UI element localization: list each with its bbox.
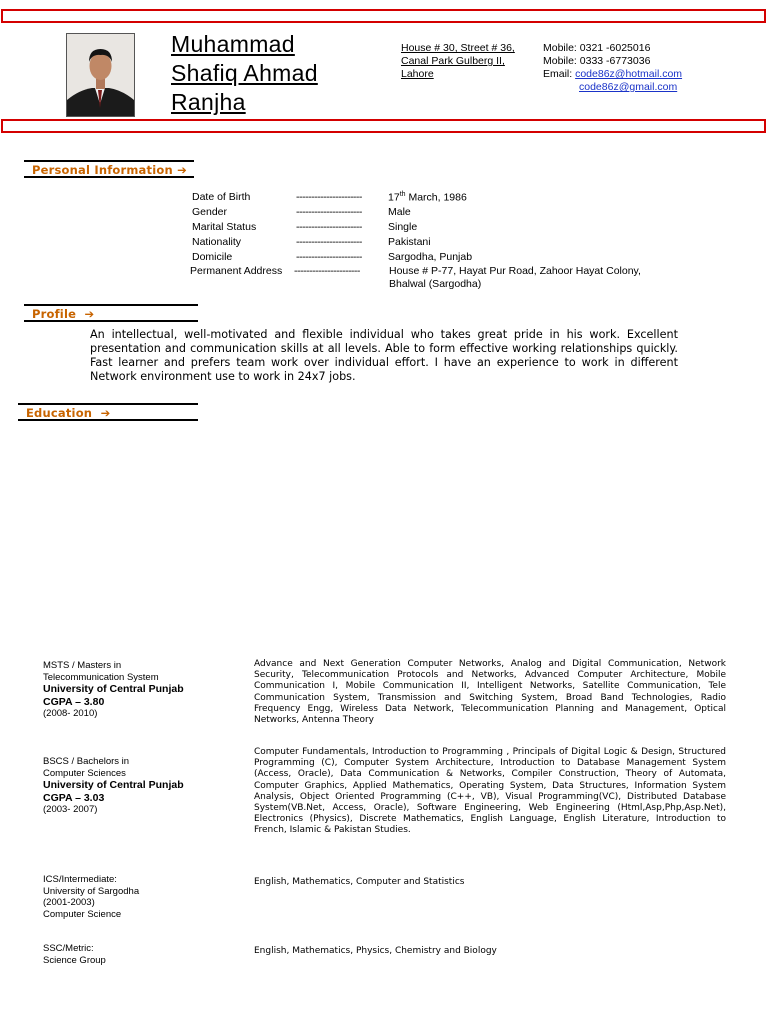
section-title-profile: Profile xyxy=(32,307,77,321)
institute: University of Central Punjab xyxy=(43,683,184,695)
institute: University of Central Punjab xyxy=(43,779,184,791)
cgpa: CGPA – 3.03 xyxy=(43,791,105,804)
bottom-red-bar xyxy=(1,119,766,133)
top-red-bar xyxy=(1,9,766,23)
cgpa: CGPA – 3.80 xyxy=(43,695,105,708)
education-entry-masters xyxy=(43,660,184,720)
candidate-name xyxy=(171,30,318,117)
pi-value: House # P-77, Hayat Pur Road, Zahoor Hayat Colony, xyxy=(389,265,641,277)
subjects-bachelors: Computer Fundamentals, Introduction to Programming , Principals of Digital Logic & Design, Structured Programming (C), Computer System Architecture, Introduction to Database Management System (Access, Oracle), Data Communication & Networks, Compiler Construction, Theory of Automata, Computer Graphics, Applied Mathematics, Operating System, Data Structures, Information System Analysis, Object Oriented Programming (C++, VB), Visual Programming(VC), Distributed Database System(VB.Net, Access, Oracle), Software Engineering, Web Engineering (Html,Asp,Php,Asp.Net), Electronics (Physics), Discrete Mathematics, English Language, English Literature, Introduction to French, Islamic & Pakistan Studies. xyxy=(254,747,726,836)
education-entry-matric xyxy=(43,943,106,966)
degree-title: MSTS / Masters in xyxy=(43,660,122,671)
name-line-2: Shafiq Ahmad xyxy=(171,60,318,86)
years: (2003- 2007) xyxy=(43,804,98,815)
pi-value-cont: Bhalwal (Sargodha) xyxy=(389,278,482,290)
education-entry-bachelors xyxy=(43,756,184,816)
section-title-education: Education xyxy=(26,406,93,420)
email-label: Email: xyxy=(543,68,576,80)
degree-title: SSC/Metric: xyxy=(43,943,94,954)
contact-block xyxy=(543,42,682,94)
name-line-3: Ranjha xyxy=(171,89,246,115)
arrow-right-icon: ➔ xyxy=(84,307,95,321)
pi-dash: ---------------------- xyxy=(296,236,362,248)
arrow-right-icon: ➔ xyxy=(177,163,187,177)
pi-key: Marital Status xyxy=(192,221,257,233)
subjects-masters: Advance and Next Generation Computer Networks, Analog and Digital Communication, Network Security, Telecommunication Protocols and Networks, Advanced Computer Architecture, Mobile Communication I, Mobile Communication II, Intelligent Networks, Satellite Communication, Tele Communication System, Transmission and Switching System, Broad Band Technologies, Radio Frequency Engg, Wireless Data Network, Telecommunication Planning and Management, Optical Networks, Antenna Theory xyxy=(254,659,726,726)
section-personal-information xyxy=(24,160,194,178)
degree-title: ICS/Intermediate: xyxy=(43,874,117,885)
institute: University of Sargodha xyxy=(43,885,140,897)
pi-key: Nationality xyxy=(192,236,242,248)
pi-key: Permanent Address xyxy=(190,265,283,277)
pi-value: Single xyxy=(388,221,418,233)
address-line-1: House # 30, Street # 36, xyxy=(401,42,515,54)
pi-key: Date of Birth xyxy=(192,191,251,203)
section-profile xyxy=(24,304,198,322)
pi-key: Domicile xyxy=(192,251,233,263)
group: Computer Science xyxy=(43,908,122,920)
postal-address xyxy=(401,42,515,81)
pi-dash: ---------------------- xyxy=(296,191,362,203)
profile-text: An intellectual, well-motivated and flexible individual who takes great pride in his work. Excellent presentation and communication skills at all levels. Able to form effective working relationships quickly. Fast learner and prefers team work over individual effort. I have an experience to work in different Network environment use to work in 24x7 jobs. xyxy=(90,328,678,383)
pi-key: Gender xyxy=(192,206,228,218)
section-title-personal: Personal Information xyxy=(32,163,173,177)
pi-dash: ---------------------- xyxy=(296,221,362,233)
education-entry-intermediate xyxy=(43,874,139,920)
group: Science Group xyxy=(43,954,106,966)
years: (2001-2003) xyxy=(43,897,95,908)
mobile-1: Mobile: 0321 -6025016 xyxy=(543,42,651,54)
pi-value: Male xyxy=(388,206,411,218)
name-line-1: Muhammad xyxy=(171,31,295,57)
profile-photo xyxy=(66,33,135,117)
pi-value-dob: 17th March, 1986 xyxy=(388,191,467,204)
pi-dash: ---------------------- xyxy=(294,265,360,277)
pi-dash: ---------------------- xyxy=(296,206,362,218)
email-link-hotmail[interactable]: code86z@hotmail.com xyxy=(575,68,683,80)
address-line-3: Lahore xyxy=(401,68,434,80)
section-education xyxy=(18,403,198,421)
email-link-gmail[interactable]: code86z@gmail.com xyxy=(579,81,678,93)
degree-title: BSCS / Bachelors in xyxy=(43,756,130,767)
mobile-2: Mobile: 0333 -6773036 xyxy=(543,55,651,67)
address-line-2: Canal Park Gulberg II, xyxy=(401,55,505,67)
arrow-right-icon: ➔ xyxy=(100,406,111,420)
pi-value: Pakistani xyxy=(388,236,431,248)
subjects-matric: English, Mathematics, Physics, Chemistry and Biology xyxy=(254,946,497,956)
subjects-intermediate: English, Mathematics, Computer and Statistics xyxy=(254,877,465,887)
degree-title-cont: Computer Sciences xyxy=(43,767,126,779)
years: (2008- 2010) xyxy=(43,708,98,719)
pi-value: Sargodha, Punjab xyxy=(388,251,473,263)
pi-dash: ---------------------- xyxy=(296,251,362,263)
degree-title-cont: Telecommunication System xyxy=(43,671,159,683)
